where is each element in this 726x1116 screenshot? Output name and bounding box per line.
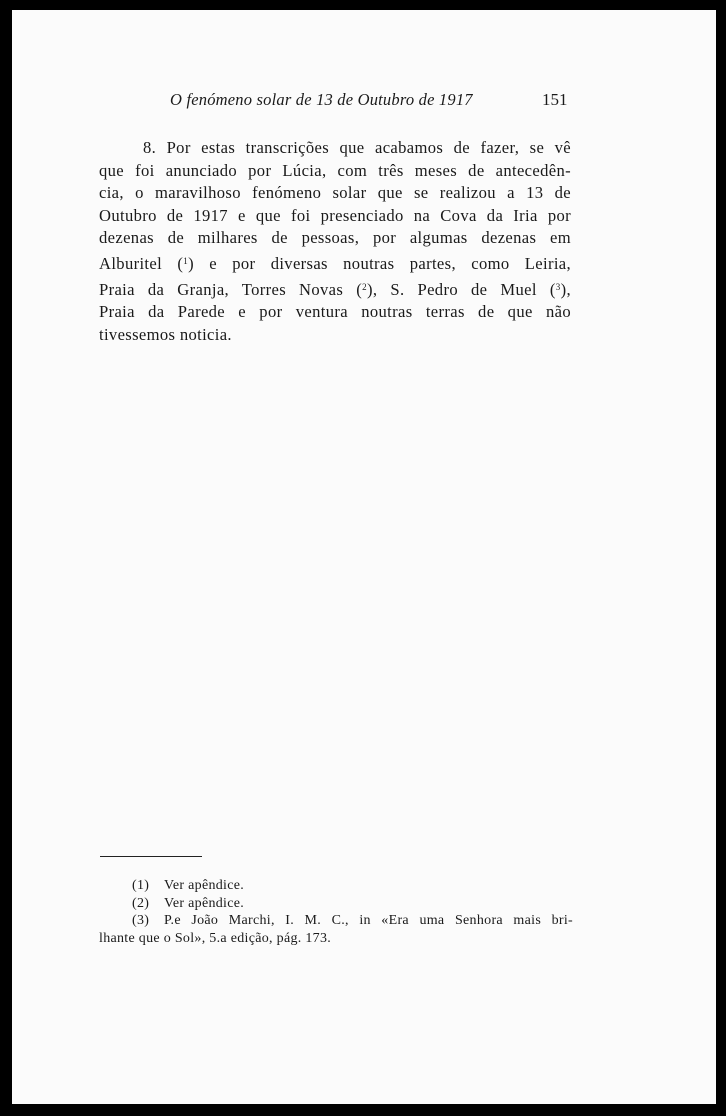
footnote-ref-2: 2: [362, 281, 367, 292]
footnote-1: [99, 877, 573, 895]
footnote-2: [99, 895, 573, 913]
body-text-fragment: ) e por diversas noutras partes, como Leiria,: [188, 253, 571, 273]
body-line: tivessemos noticia.: [99, 324, 232, 344]
footnotes: [99, 877, 573, 947]
footnote-text: Ver apêndice.: [164, 895, 245, 911]
body-text-fragment: ), S. Pedro de Muel (: [366, 279, 556, 299]
footnote-number: (3): [132, 913, 150, 928]
body-text-fragment: ),: [560, 279, 571, 299]
body-line: [99, 250, 571, 276]
body-line: Outubro de 1917 e que foi presenciado na Cova da Iria por: [99, 205, 571, 225]
body-line: 8. Por estas transcrições que acabamos de fazer, se vê: [143, 138, 571, 157]
running-title: O fenómeno solar de 13 de Outubro de 1917: [170, 90, 473, 109]
footnote-3-continued: lhante que o Sol», 5.a edição, pág. 173.: [99, 930, 332, 946]
footnote-3: [99, 912, 573, 930]
footnote-divider: [100, 856, 202, 857]
page-number: 151: [542, 90, 568, 109]
footnote-ref-1: 1: [183, 255, 189, 266]
footnote-text: Ver apêndice.: [164, 878, 245, 893]
body-text-fragment: Praia da Granja, Torres Novas (: [99, 279, 363, 299]
body-line: [99, 276, 571, 302]
body-line: que foi anunciado por Lúcia, com três meses de antecedên-: [99, 160, 571, 180]
footnote-text: P.e João Marchi, I. M. C., in «Era uma Senhora mais bri-: [164, 913, 573, 928]
book-page: [12, 10, 716, 1104]
body-line: dezenas de milhares de pessoas, por algumas dezenas em: [99, 228, 571, 248]
body-line: Praia da Parede e por ventura noutras terras de que não: [99, 302, 571, 322]
body-line: cia, o maravilhoso fenómeno solar que se realizou a 13 de: [99, 183, 571, 203]
body-text-fragment: Alburitel (: [99, 253, 184, 273]
footnote-number: (1): [132, 878, 150, 893]
footnote-ref-3: 3: [555, 281, 561, 292]
footnote-number: (2): [132, 895, 150, 911]
paragraph-8: [99, 137, 571, 346]
